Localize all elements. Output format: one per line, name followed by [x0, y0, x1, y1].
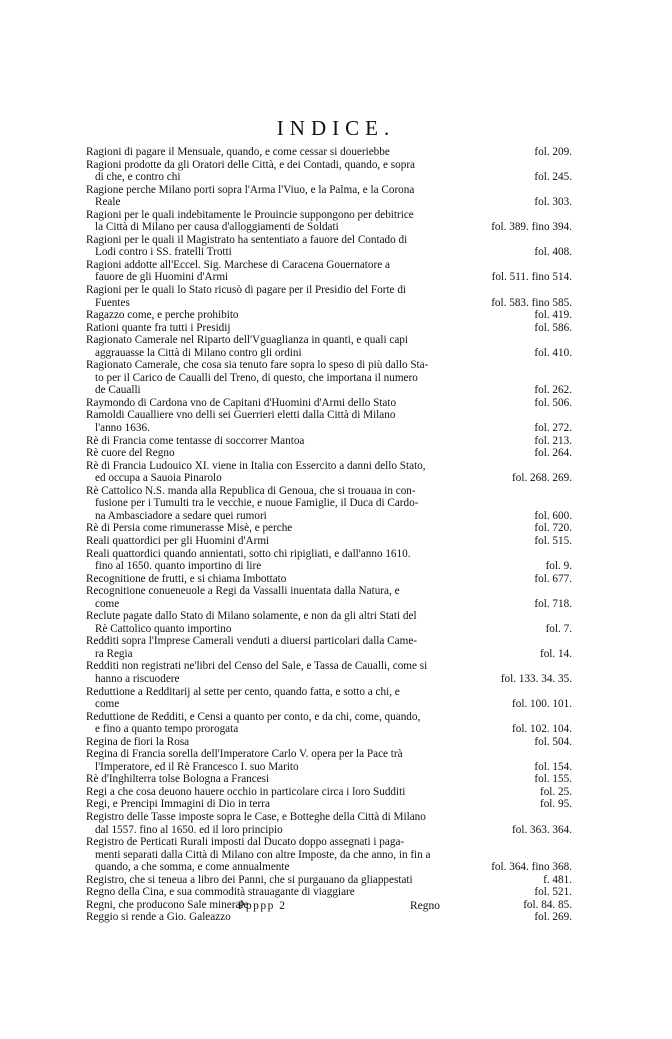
entry-text-line: Rationi quante fra tutti i Presidij — [86, 321, 231, 334]
index-entry — [86, 447, 572, 460]
entry-text-line: Reggio si rende a Gio. Galeazzo — [86, 911, 231, 924]
folio-reference: fol. 600. — [534, 509, 572, 522]
entry-text-line: Reduttione a Redditarij al sette per cento, quando fatta, e sotto a chi, e — [86, 685, 400, 698]
entry-text-line: Rè d'Inghilterra tolse Bologna a Francesi — [86, 773, 270, 786]
entry-text-line: Ragione perche Milano porti sopra l'Arma l'Viuo, e la Palma, e la Corona — [86, 183, 415, 196]
entry-text-line: e fino a quanto tempo prorogata — [95, 723, 239, 736]
entry-text-line: Regina di Francia sorella dell'Imperatore Carlo V. opera per la Pace trà — [86, 748, 403, 761]
entry-text-line: de Caualli — [95, 384, 141, 397]
index-list — [86, 146, 572, 924]
entry-text-line: Registro delle Tasse imposte sopra le Case, e Botteghe della Città di Milano — [86, 810, 426, 823]
index-entry — [86, 572, 572, 586]
folio-reference: fol. 9. — [545, 560, 572, 573]
index-entry — [86, 522, 572, 535]
folio-reference: fol. 155. — [534, 773, 572, 786]
folio-reference: fol. 586. — [534, 321, 572, 334]
folio-reference: fol. 264. — [534, 447, 572, 460]
folio-reference: fol. 154. — [534, 760, 572, 773]
index-entry — [86, 146, 572, 159]
folio-reference: fol. 408. — [534, 246, 572, 259]
entry-text-line: Rè di Francia Ludouico XI. viene in Italia con Essercito a danni dello Stato, — [86, 459, 426, 472]
index-entry — [86, 183, 572, 209]
folio-reference: fol. 100. 101. — [512, 698, 572, 711]
folio-reference: fol. 14. — [539, 647, 572, 660]
folio-reference: fol. 521. — [534, 886, 572, 899]
index-entry — [86, 685, 572, 711]
index-entry — [86, 396, 572, 410]
folio-reference: fol. 720. — [534, 522, 572, 535]
index-entry — [86, 610, 572, 635]
entry-text-line: di che, e contro chi — [95, 171, 181, 184]
index-entry — [86, 434, 572, 448]
entry-text-line: Rè Cattolico N.S. manda alla Republica di Genoua, che si trouaua in con- — [86, 484, 416, 497]
folio-reference: fol. 269. — [534, 911, 572, 924]
entry-text-line: Redditi non registrati ne'libri del Censo del Sale, e Tassa de Caualli, come si — [86, 660, 428, 673]
folio-reference: fol. 95. — [539, 798, 572, 811]
folio-reference: fol. 419. — [534, 309, 572, 322]
folio-reference: fol. 102. 104. — [512, 723, 572, 736]
page-title: INDICE. — [276, 116, 396, 140]
entry-text-line: fusione per i Tumulti tra le vecchie, e nuoue Famiglie, il Duca di Cardo- — [95, 497, 419, 510]
index-entry — [86, 158, 572, 184]
entry-text-line: Lodi contro i SS. fratelli Trotti — [95, 246, 232, 259]
folio-reference: fol. 25. — [539, 785, 572, 798]
entry-text-line: dal 1557. fino al 1650. ed il loro principio — [95, 823, 283, 836]
entry-text-line: Regi a che cosa deuono hauere occhio in particolare circa i loro Sudditi — [86, 785, 406, 798]
entry-text-line: Ragioni addotte all'Eccel. Sig. Marchese di Caracena Gouernatore a — [86, 258, 390, 271]
entry-text-line: Rè di Francia come tentasse di soccorrer Mantoa — [86, 434, 305, 447]
entry-text-line: come — [95, 698, 120, 711]
folio-reference: f. 481. — [543, 873, 572, 886]
entry-text-line: Reclute pagate dallo Stato di Milano solamente, e non da gli altri Stati del — [86, 610, 417, 623]
index-entry — [86, 258, 572, 284]
entry-text-line: Ragioni di pagare il Mensuale, quando, e come cessar si doueriebbe — [86, 146, 390, 158]
index-entry — [86, 309, 572, 322]
index-entry — [86, 735, 572, 749]
index-entry — [86, 208, 572, 234]
folio-reference: fol. 363. 364. — [512, 823, 572, 836]
entry-text-line: Ragioni per le quali lo Stato ricusò di pagare per il Presidio del Forte di — [86, 284, 407, 297]
entry-text-line: Reali quattordici per gli Huomini d'Armi — [86, 534, 270, 547]
entry-text-line: Ragioni per le quali il Magistrato ha sententiato a fauore del Contado di — [86, 233, 408, 246]
entry-text-line: na Ambasciadore a sedare quei rumori — [95, 509, 267, 522]
folio-reference: fol. 268. 269. — [512, 472, 572, 485]
index-entry — [86, 836, 572, 874]
folio-reference: fol. 213. — [534, 434, 572, 447]
folio-reference: fol. 410. — [534, 346, 572, 359]
entry-text-line: Ramoldi Caualliere vno delli sei Guerrieri eletti dalla Città di Milano — [86, 409, 396, 422]
entry-text-line: l'Imperatore, ed il Rè Francesco I. suo Marito — [95, 760, 299, 773]
entry-text-line: hanno a riscuodere — [95, 672, 180, 685]
index-entry — [86, 409, 572, 435]
folio-reference: fol. 209. — [534, 146, 572, 158]
index-entry — [86, 886, 572, 899]
index-entry — [86, 773, 572, 786]
index-entry — [86, 547, 572, 573]
entry-text-line: ra Regia — [95, 647, 133, 660]
folio-reference: fol. 245. — [534, 171, 572, 184]
folio-reference: fol. 262. — [534, 384, 572, 397]
entry-text-line: come — [95, 597, 120, 610]
entry-text-line: ed occupa a Sauoia Pinarolo — [95, 472, 222, 485]
folio-reference: fol. 677. — [534, 572, 572, 585]
folio-reference: fol. 511. fino 514. — [491, 271, 572, 284]
entry-text-line: Raymondo di Cardona vno de Capitani d'Huomini d'Armi dello Stato — [86, 396, 397, 409]
entry-text-line: fino al 1650. quanto importino di lire — [95, 560, 262, 573]
entry-text-line: Ragionato Camerale nel Riparto dell'Vguaglianza in quanti, e quali capi — [86, 334, 408, 347]
entry-text-line: quando, a che somma, e come annualmente — [95, 861, 290, 874]
entry-text-line: Rè cuore del Regno — [86, 447, 175, 460]
entry-text-line: Rè Cattolico quanto importino — [95, 622, 232, 635]
index-entry — [86, 284, 572, 309]
folio-reference: fol. 718. — [534, 597, 572, 610]
entry-text-line: Ragionato Camerale, che cosa sia tenuto fare sopra lo speso di più dallo Sta- — [86, 359, 429, 372]
folio-reference: fol. 7. — [545, 622, 572, 635]
entry-text-line: Registro de Perticati Rurali imposti dal Ducato doppo assegnati i paga- — [86, 836, 405, 849]
index-entry — [86, 911, 572, 924]
entry-text-line: Regina de fiori la Rosa — [86, 735, 190, 748]
folio-reference: fol. 504. — [534, 735, 572, 748]
index-entry — [86, 233, 572, 259]
folio-reference: fol. 133. 34. 35. — [500, 672, 572, 685]
index-entry — [86, 321, 572, 335]
entry-text-line: to per il Carico de Caualli del Treno, di questo, che importana il numero — [95, 371, 418, 384]
index-entry — [86, 710, 572, 736]
index-entry — [86, 785, 572, 799]
entry-text-line: aggrauasse la Città di Milano contro gli ordini — [95, 346, 302, 359]
entry-text-line: Regno della Cina, e sua commodità strauagante di viaggiare — [86, 886, 355, 899]
folio-reference: fol. 272. — [534, 422, 572, 435]
index-entry — [86, 635, 572, 660]
entry-text-line: Redditi sopra l'Imprese Camerali venduti a diuersi particolari dalla Came- — [86, 635, 418, 648]
entry-text-line: fauore de gli Huomini d'Armi — [95, 271, 229, 284]
signature-mark: Ppppp 2 — [238, 900, 287, 912]
index-entry — [86, 334, 572, 359]
index-entry — [86, 798, 572, 811]
entry-text-line: Regi, e Prencipi Immagini di Dio in terra — [86, 798, 270, 811]
folio-reference: fol. 583. fino 585. — [491, 296, 572, 309]
folio-reference: fol. 515. — [534, 534, 572, 547]
entry-text-line: Ragioni per le quali indebitamente le Prouincie suppongono per debitrice — [86, 208, 414, 221]
index-entry — [86, 898, 572, 912]
folio-reference: fol. 364. fino 368. — [491, 861, 572, 874]
entry-text-line: Reali quattordici quando annientati, sotto chi ripigliati, e dall'anno 1610. — [86, 547, 411, 560]
entry-text-line: Ragazzo come, e perche prohibito — [86, 309, 239, 322]
entry-text-line: Reduttione de Redditi, e Censi a quanto per conto, e da chi, come, quando, — [86, 710, 421, 723]
catchword: Regno — [410, 900, 441, 912]
index-entry — [86, 585, 572, 610]
folio-reference: fol. 506. — [534, 396, 572, 409]
index-entry — [86, 484, 572, 523]
index-entry — [86, 748, 572, 773]
entry-text-line: menti separati dalla Città di Milano con altre Imposte, da che anno, in fin a — [95, 848, 431, 861]
entry-text-line: Rè di Persia come rimunerasse Misè, e perche — [86, 522, 293, 535]
entry-text-line: la Città di Milano per causa d'alloggiamenti de Soldati — [95, 221, 339, 234]
entry-text-line: Ragioni prodotte da gli Oratori delle Città, e dei Contadi, quando, e sopra — [86, 158, 416, 171]
index-entry — [86, 359, 572, 397]
index-entry — [86, 873, 572, 887]
index-entry — [86, 810, 572, 836]
entry-text-line: l'anno 1636. — [95, 422, 150, 435]
entry-text-line: Recognitione de frutti, e si chiama Imbottato — [86, 572, 287, 585]
entry-text-line: Recognitione conueneuole a Regi da Vassalli inuentata dalla Natura, e — [86, 585, 400, 598]
entry-text-line: Registro, che si teneua a libro dei Panni, che si purgauano da gliappestati — [86, 873, 413, 886]
entry-text-line: Regni, che producono Sale minerale — [86, 898, 249, 911]
folio-reference: fol. 84. 85. — [523, 898, 572, 911]
folio-reference: fol. 303. — [534, 196, 572, 209]
index-entry — [86, 534, 572, 548]
index-entry — [86, 660, 572, 685]
entry-text-line: Reale — [95, 196, 121, 209]
index-entry — [86, 459, 572, 485]
folio-reference: fol. 389. fino 394. — [491, 221, 572, 234]
entry-text-line: Fuentes — [95, 296, 130, 309]
